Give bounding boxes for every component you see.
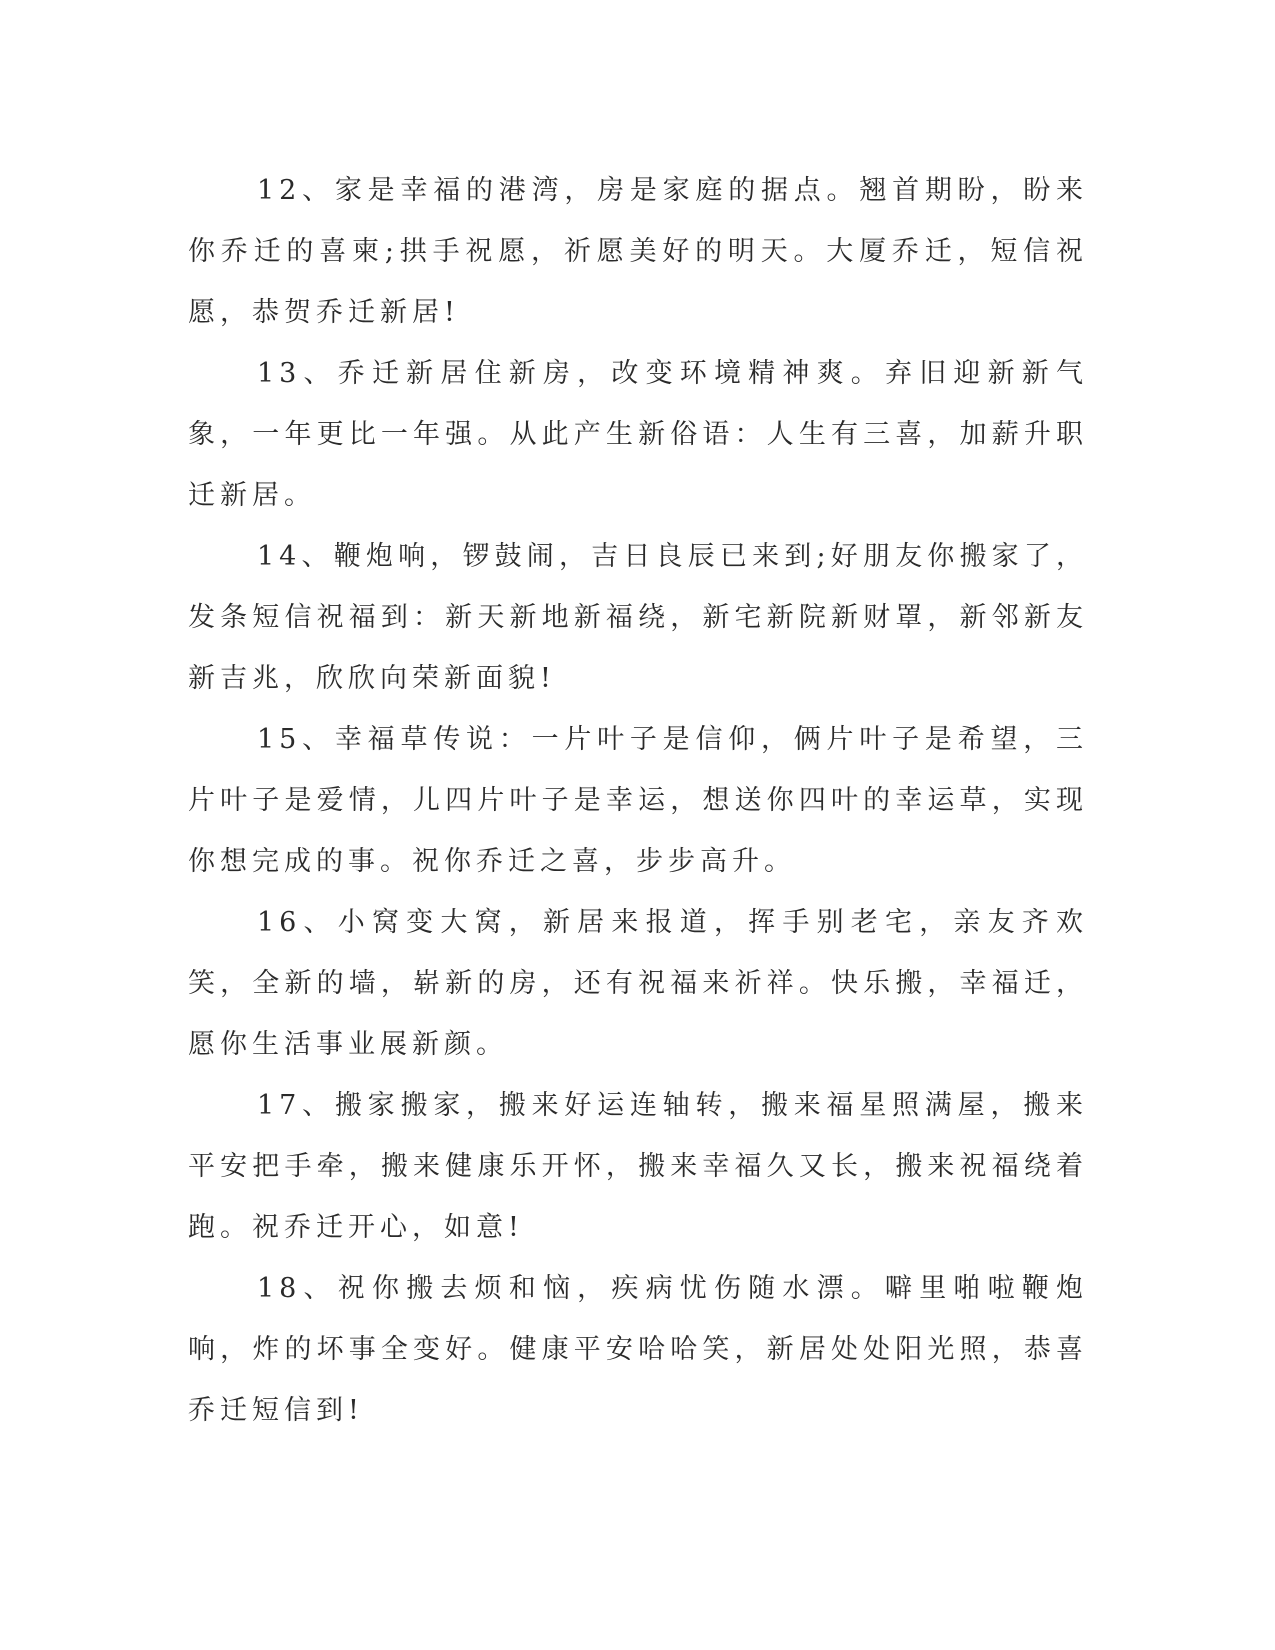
paragraph-13: 13、乔迁新居住新房，改变环境精神爽。弃旧迎新新气象，一年更比一年强。从此产生新俗语：人生有三喜，加薪升职迁新居。	[188, 358, 1088, 511]
paragraph-18: 18、祝你搬去烦和恼，疾病忧伤随水漂。噼里啪啦鞭炮响，炸的坏事全变好。健康平安哈哈笑，新居处处阳光照，恭喜乔迁短信到!	[188, 1273, 1088, 1426]
paragraph-12: 12、家是幸福的港湾，房是家庭的据点。翘首期盼，盼来你乔迁的喜柬;拱手祝愿，祈愿美好的明天。大厦乔迁，短信祝愿，恭贺乔迁新居!	[188, 175, 1088, 328]
paragraph-17: 17、搬家搬家，搬来好运连轴转，搬来福星照满屋，搬来平安把手牵，搬来健康乐开怀，搬来幸福久又长，搬来祝福绕着跑。祝乔迁开心，如意!	[188, 1090, 1088, 1243]
paragraph-15: 15、幸福草传说：一片叶子是信仰，俩片叶子是希望，三片叶子是爱情，儿四片叶子是幸运，想送你四叶的幸运草，实现你想完成的事。祝你乔迁之喜，步步高升。	[188, 724, 1088, 877]
document-body	[188, 160, 1088, 1441]
paragraph-16: 16、小窝变大窝，新居来报道，挥手别老宅，亲友齐欢笑，全新的墙，崭新的房，还有祝福来祈祥。快乐搬，幸福迁，愿你生活事业展新颜。	[188, 907, 1088, 1060]
paragraph-14: 14、鞭炮响，锣鼓闹，吉日良辰已来到;好朋友你搬家了，发条短信祝福到：新天新地新福绕，新宅新院新财罩，新邻新友新吉兆，欣欣向荣新面貌!	[188, 541, 1088, 694]
